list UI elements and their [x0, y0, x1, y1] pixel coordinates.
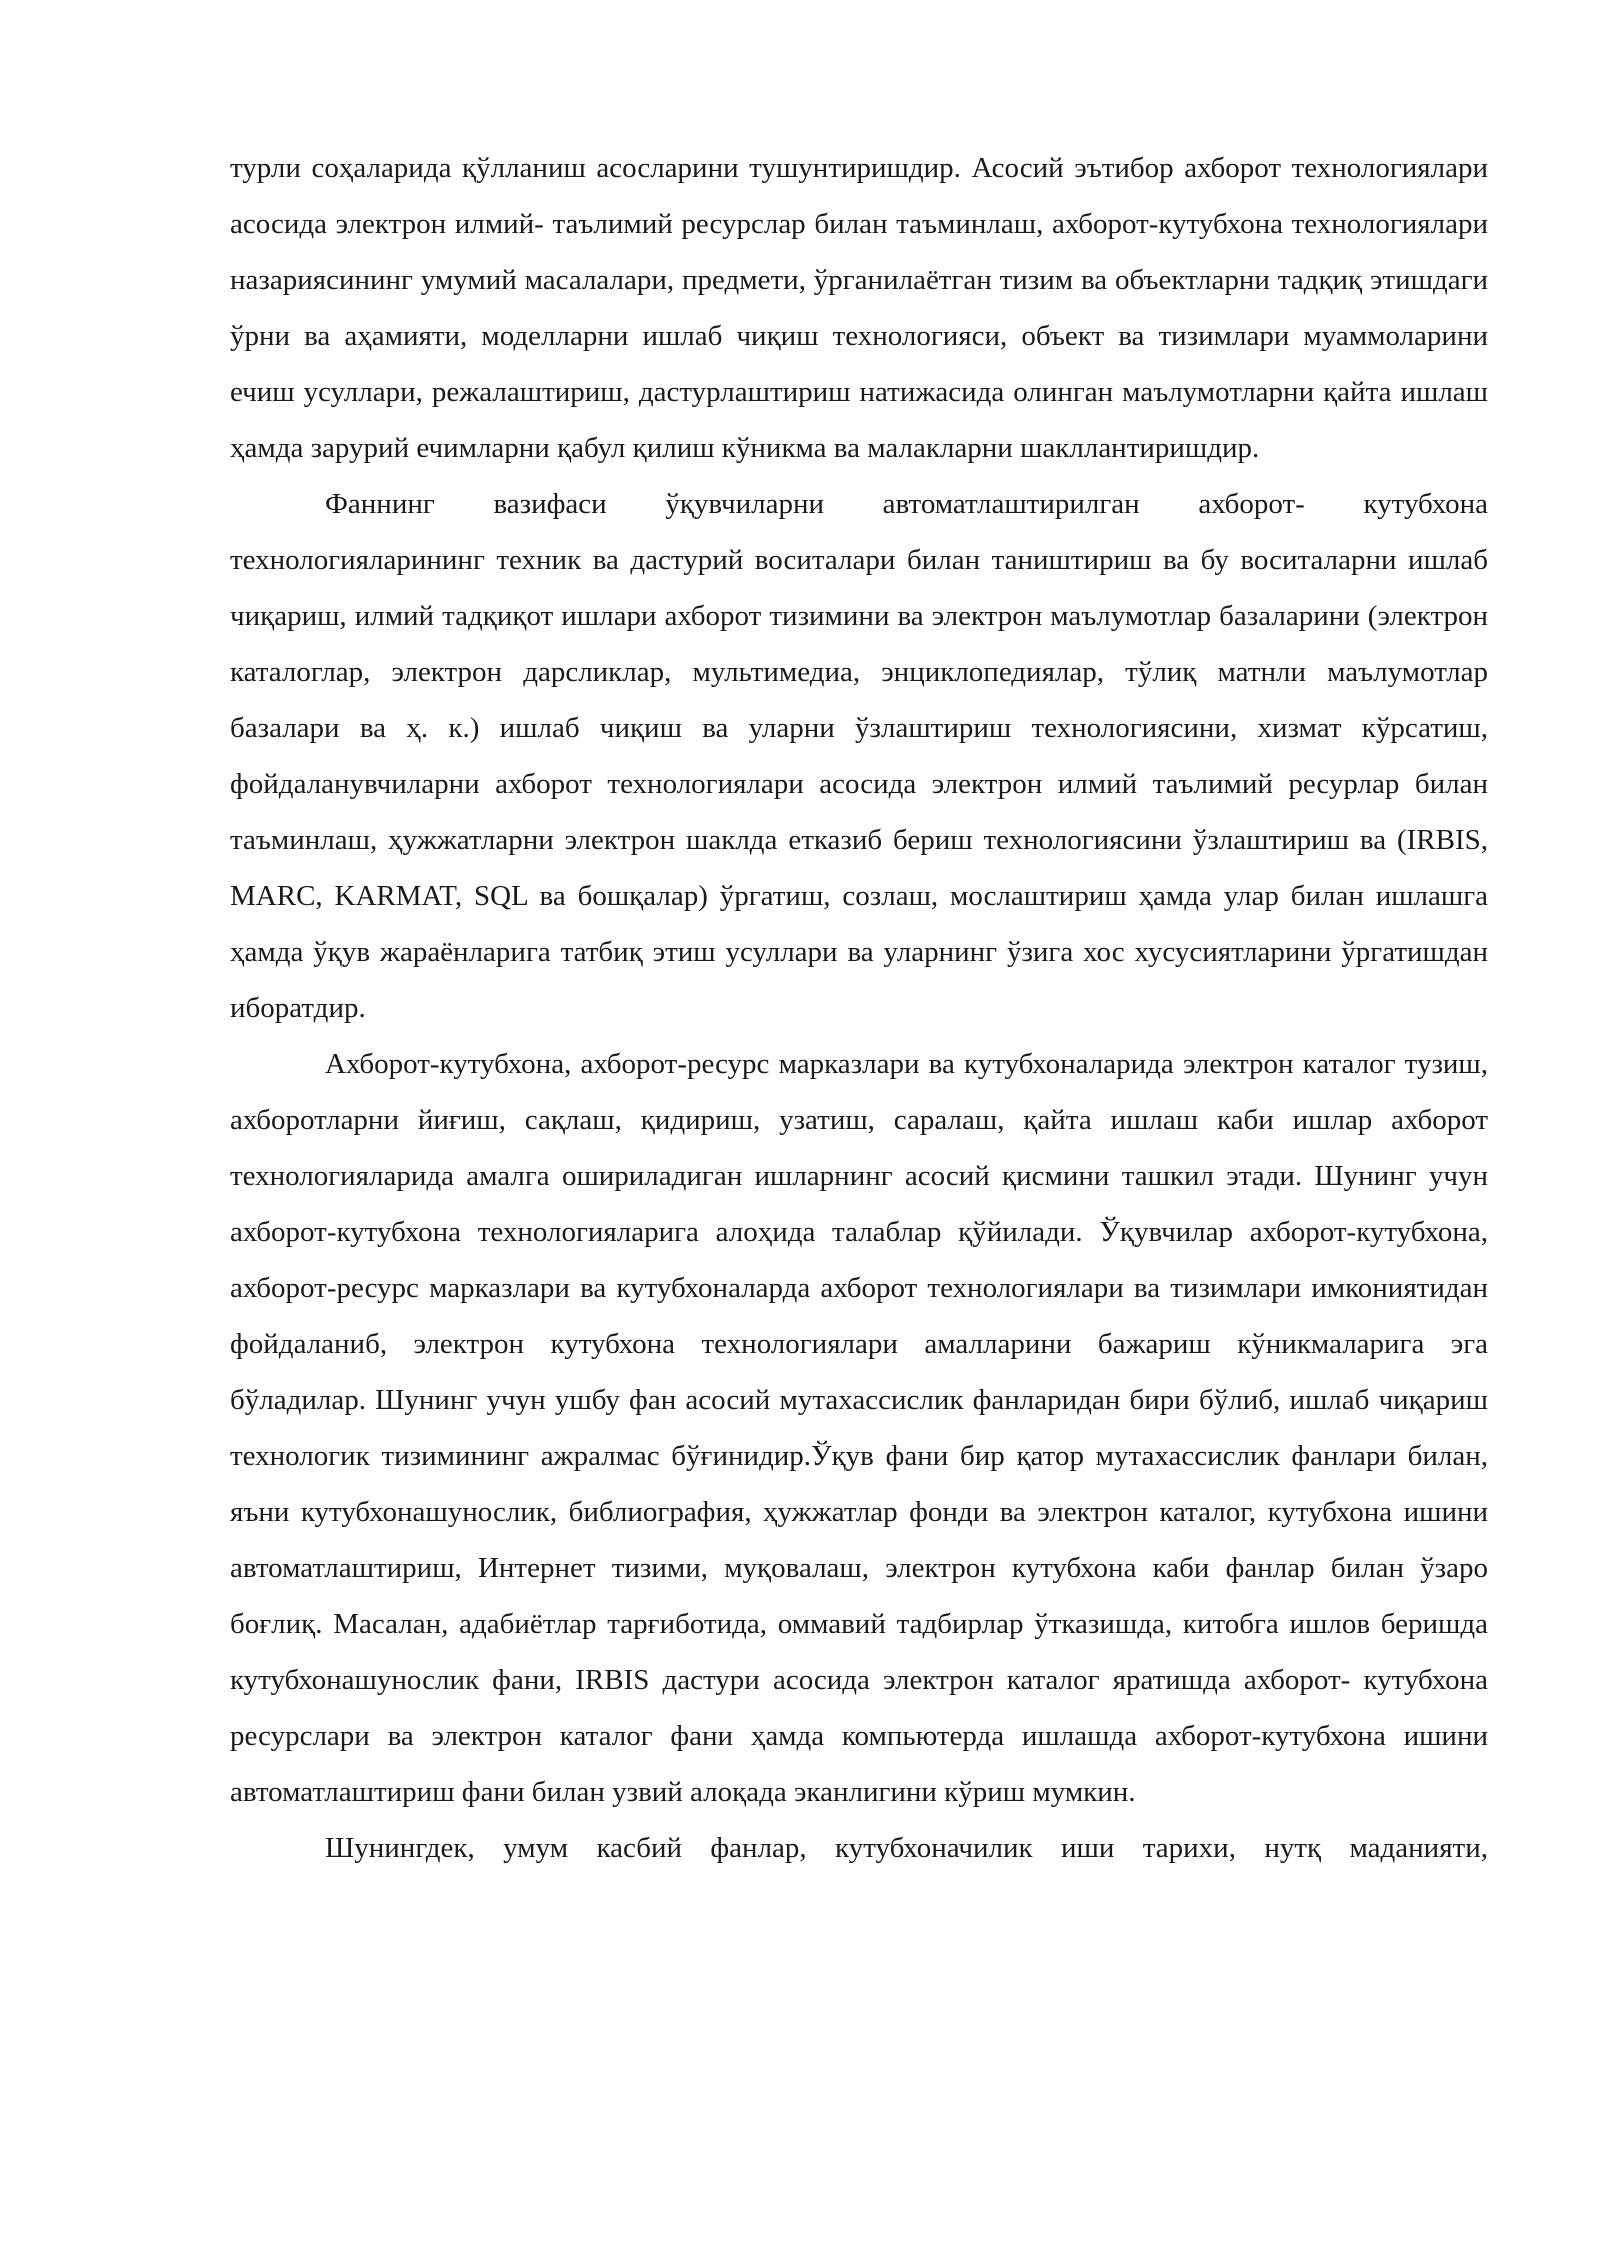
- paragraph-continuation: турли соҳаларида қўлланиш асосларини тушунтиришдир. Асосий эътибор ахборот технологиялари асосида электрон илмий- таълимий ресурслар билан таъминлаш, ахборот-кутубхона технологиялари назариясининг умумий масалалари, предмети, ўрганилаётган тизим ва объектларни тадқиқ этишдаги ўрни ва аҳамияти, моделларни ишлаб чиқиш технологияси, объект ва тизимлари муаммоларини ечиш усуллари, режалаштириш, дастурлаштириш натижасида олинган маълумотларни қайта ишлаш ҳамда зарурий ечимларни қабул қилиш кўникма ва малакларни шакллантиришдир.: [230, 152, 1488, 464]
- paragraph-library-technologies: Ахборот-кутубхона, ахборот-ресурс марказлари ва кутубхоналарида электрон каталог тузиш, ахборотларни йиғиш, сақлаш, қидириш, узатиш, саралаш, қайта ишлаш каби ишлар ахборот технологияларида амалга ошириладиган ишларнинг асосий қисмини ташкил этади. Шунинг учун ахборот-кутубхона технологияларига алоҳида талаблар қўйилади. Ўқувчилар ахборот-кутубхона, ахборот-ресурс марказлари ва кутубхоналарда ахборот технологиялари ва тизимлари имкониятидан фойдаланиб, электрон кутубхона технологиялари амалларини бажариш кўникмаларига эга бўладилар. Шунинг учун ушбу фан асосий мутахассислик фанларидан бири бўлиб, ишлаб чиқариш технологик тизимининг ажралмас бўғинидир.Ўқув фани бир қатор мутахассислик фанлари билан, яъни кутубхонашунослик, библиография, ҳужжатлар фонди ва электрон каталог, кутубхона ишини автоматлаштириш, Интернет тизими, муқовалаш, электрон кутубхона каби фанлар билан ўзаро боғлиқ. Масалан, адабиётлар тарғиботида, оммавий тадбирлар ўтказишда, китобга ишлов беришда кутубхонашунослик фани, IRBIS дастури асосида электрон каталог яратишда ахборот- кутубхона ресурслари ва электрон каталог фани ҳамда компьютерда ишлашда ахборот-кутубхона ишини автоматлаштириш фани билан узвий алоқада эканлигини кўриш мумкин.: [230, 1048, 1488, 1808]
- document-body: [230, 140, 1488, 1876]
- paragraph-subject-tasks: Фаннинг вазифаси ўқувчиларни автоматлаштирилган ахборот- кутубхона технологияларининг техник ва дастурий воситалари билан таништириш ва бу воситаларни ишлаб чиқариш, илмий тадқиқот ишлари ахборот тизимини ва электрон маълумотлар базаларини (электрон каталоглар, электрон дарсликлар, мультимедиа, энциклопедиялар, тўлиқ матнли маълумотлар базалари ва ҳ. к.) ишлаб чиқиш ва уларни ўзлаштириш технологиясини, хизмат кўрсатиш, фойдаланувчиларни ахборот технологиялари асосида электрон илмий таълимий ресурлар билан таъминлаш, ҳужжатларни электрон шаклда етказиб бериш технологиясини ўзлаштириш ва (IRBIS, MARC, KARMAT, SQL ва бошқалар) ўргатиш, созлаш, мослаштириш ҳамда улар билан ишлашга ҳамда ўқув жараёнларига татбиқ этиш усуллари ва уларнинг ўзига хос хусусиятларини ўргатишдан иборатдир.: [230, 488, 1488, 1024]
- paragraph-related-subjects: Шунингдек, умум касбий фанлар, кутубхоначилик иши тарихи, нутқ маданияти,: [325, 1832, 1488, 1864]
